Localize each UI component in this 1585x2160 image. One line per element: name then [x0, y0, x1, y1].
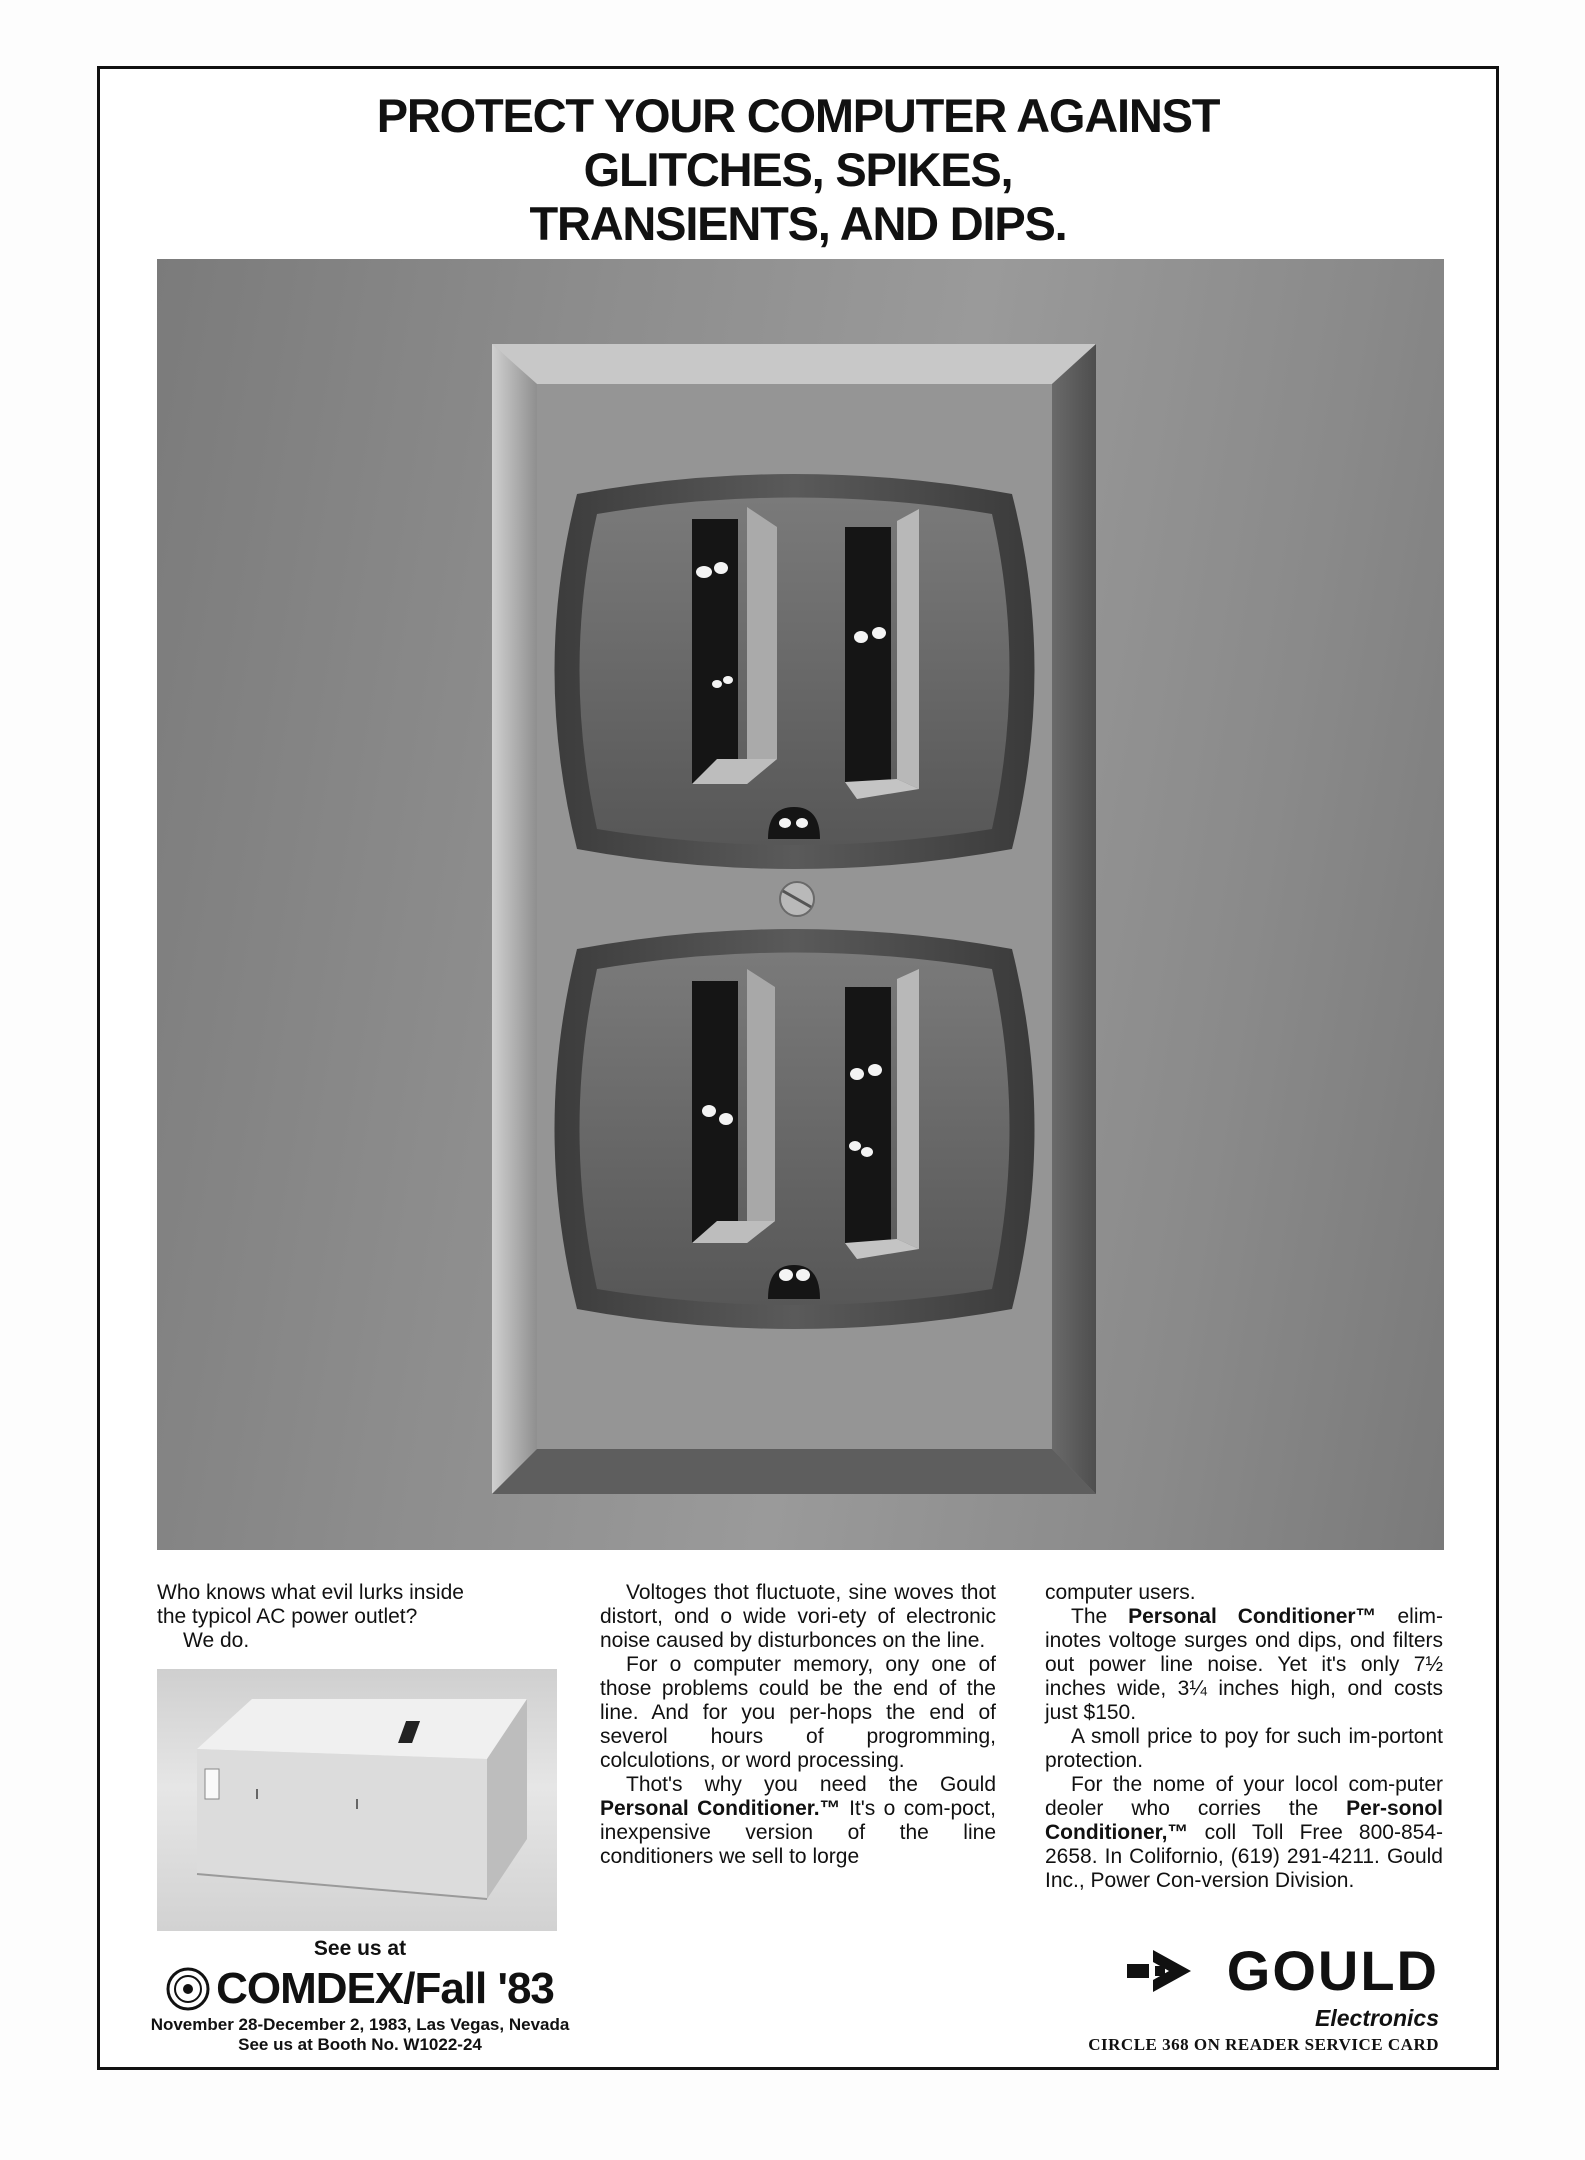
intro-line-3: We do.	[183, 1629, 250, 1652]
column-2	[600, 1581, 996, 1869]
body-paragraph: Voltoges thot fluctuote, sine woves thot distort, ond o wide vori-ety of electronic noise caused by disturbonces on the line.	[600, 1581, 996, 1652]
gould-wordmark: GOULD	[1226, 1939, 1439, 2002]
gould-logo-row	[1125, 1941, 1439, 2001]
gould-logo-icon	[1125, 1946, 1193, 1996]
top-receptacle	[555, 474, 1035, 869]
personal-conditioner-illustration	[157, 1669, 557, 1931]
body-paragraph	[600, 1773, 996, 1869]
comdex-name: COMDEX/Fall '83	[216, 1964, 554, 2013]
bottom-receptacle	[555, 929, 1035, 1329]
headline-line-1: PROTECT YOUR COMPUTER AGAINST	[376, 89, 1220, 142]
see-us-label: See us at	[313, 1937, 407, 1960]
column-3	[1045, 1581, 1443, 1893]
body-text: The	[1071, 1605, 1129, 1628]
body-text: It's o com-poct, inexpensive version of the line conditioners we sell to lorge	[600, 1797, 996, 1868]
headline-line-3: TRANSIENTS, AND DIPS.	[529, 197, 1067, 250]
body-text: elim-inotes voltoge surges ond dips, ond filters out power line noise. Yet it's only 7½ inches wide, 3¼ inches high, ond costs just $150.	[1045, 1605, 1443, 1724]
screw	[780, 882, 814, 916]
body-paragraph: computer users.	[1045, 1581, 1196, 1604]
body-paragraph	[1045, 1605, 1443, 1725]
headline	[100, 89, 1496, 251]
comdex-booth: See us at Booth No. W1022-24	[238, 2035, 482, 2054]
headline-line-2: GLITCHES, SPIKES,	[583, 143, 1013, 196]
gould-block	[1125, 1941, 1439, 2032]
reader-service-note: CIRCLE 368 ON READER SERVICE CARD	[1088, 2035, 1439, 2054]
body-text: For the nome of your locol com-puter deoler who corries the	[1045, 1773, 1443, 1820]
product-name: Per-sonol Conditioner,™	[1045, 1797, 1443, 1844]
gould-subtitle: Electronics	[1315, 2005, 1439, 2031]
outlet-illustration	[157, 259, 1444, 1550]
body-text: Thot's why you need the Gould	[626, 1773, 996, 1796]
intro-line-2: the typicol AC power outlet?	[157, 1605, 418, 1628]
comdex-logo	[100, 1963, 620, 2015]
body-paragraph	[1045, 1773, 1443, 1893]
product-photo	[157, 1669, 557, 1931]
product-name: Personal Conditioner.™	[600, 1797, 841, 1820]
body-paragraph: For o computer memory, ony one of those problems could be the end of the line. And for you per-hops the end of severol hours of progromming, colculotions, or word processing.	[600, 1653, 996, 1772]
body-paragraph: A smoll price to poy for such im-portont protection.	[1045, 1725, 1443, 1772]
product-name: Personal Conditioner™	[1128, 1605, 1377, 1628]
comdex-badge-icon	[166, 1967, 210, 2011]
outlet-photo	[157, 259, 1444, 1550]
column-1	[157, 1581, 557, 1653]
ad-frame	[97, 66, 1499, 2070]
body-text: coll Toll Free 800-854-2658. In Colifornio, (619) 291-4211. Gould Inc., Power Con-version Division.	[1045, 1821, 1443, 1892]
comdex-dates: November 28-December 2, 1983, Las Vegas, Nevada	[150, 2015, 570, 2034]
intro-line-1: Who knows what evil lurks inside	[157, 1581, 464, 1604]
comdex-block	[100, 1937, 620, 2055]
